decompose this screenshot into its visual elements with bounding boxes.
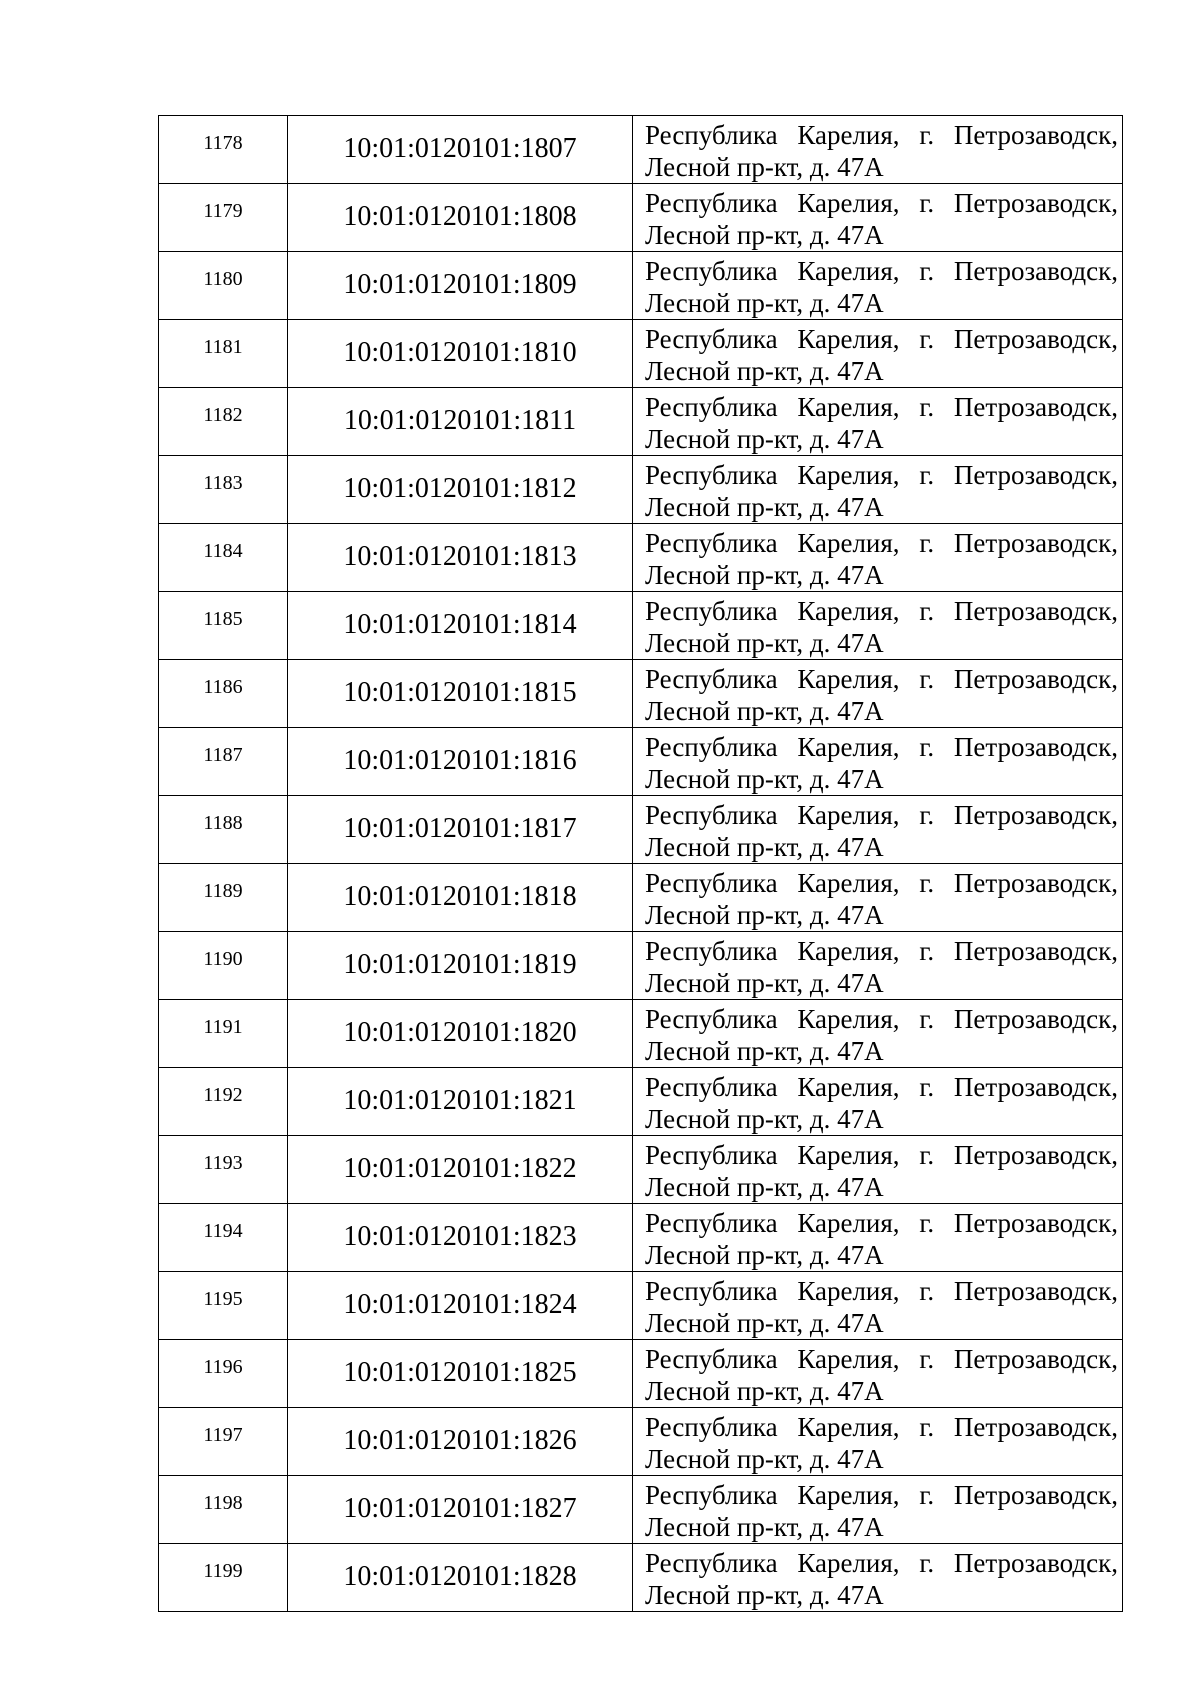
table-row bbox=[159, 252, 1123, 320]
table-row bbox=[159, 864, 1123, 932]
address-line-1: Республика Карелия, г. Петрозаводск, bbox=[645, 188, 1118, 218]
address-line-2: Лесной пр-кт, д. 47А bbox=[645, 832, 884, 862]
table-row bbox=[159, 116, 1123, 184]
row-number-cell: 1196 bbox=[159, 1340, 288, 1408]
table-row bbox=[159, 1476, 1123, 1544]
cadastral-number-cell: 10:01:0120101:1822 bbox=[288, 1136, 633, 1204]
cadastral-number-cell: 10:01:0120101:1812 bbox=[288, 456, 633, 524]
row-number-cell: 1188 bbox=[159, 796, 288, 864]
row-number-cell: 1184 bbox=[159, 524, 288, 592]
address-line-2: Лесной пр-кт, д. 47А bbox=[645, 1512, 884, 1542]
row-number-cell: 1181 bbox=[159, 320, 288, 388]
cadastral-number-cell: 10:01:0120101:1827 bbox=[288, 1476, 633, 1544]
row-number-cell: 1191 bbox=[159, 1000, 288, 1068]
address-line-1: Республика Карелия, г. Петрозаводск, bbox=[645, 1140, 1118, 1170]
cadastral-number-cell: 10:01:0120101:1818 bbox=[288, 864, 633, 932]
address-line-1: Республика Карелия, г. Петрозаводск, bbox=[645, 256, 1118, 286]
cadastral-number-cell: 10:01:0120101:1808 bbox=[288, 184, 633, 252]
row-number-cell: 1189 bbox=[159, 864, 288, 932]
address-cell bbox=[633, 252, 1123, 320]
table-row bbox=[159, 388, 1123, 456]
address-line-1: Республика Карелия, г. Петрозаводск, bbox=[645, 732, 1118, 762]
address-cell bbox=[633, 1136, 1123, 1204]
cadastral-number-cell: 10:01:0120101:1825 bbox=[288, 1340, 633, 1408]
address-line-1: Республика Карелия, г. Петрозаводск, bbox=[645, 664, 1118, 694]
address-line-2: Лесной пр-кт, д. 47А bbox=[645, 1104, 884, 1134]
address-cell bbox=[633, 1544, 1123, 1612]
table-row bbox=[159, 728, 1123, 796]
address-line-2: Лесной пр-кт, д. 47А bbox=[645, 560, 884, 590]
address-cell bbox=[633, 1340, 1123, 1408]
table-row bbox=[159, 1204, 1123, 1272]
table-row bbox=[159, 660, 1123, 728]
address-line-1: Республика Карелия, г. Петрозаводск, bbox=[645, 324, 1118, 354]
address-cell bbox=[633, 1204, 1123, 1272]
address-line-1: Республика Карелия, г. Петрозаводск, bbox=[645, 868, 1118, 898]
table-row bbox=[159, 1340, 1123, 1408]
address-cell bbox=[633, 116, 1123, 184]
row-number-cell: 1183 bbox=[159, 456, 288, 524]
cadastral-number-cell: 10:01:0120101:1807 bbox=[288, 116, 633, 184]
cadastral-number-cell: 10:01:0120101:1824 bbox=[288, 1272, 633, 1340]
address-cell bbox=[633, 184, 1123, 252]
table-row bbox=[159, 796, 1123, 864]
table-row bbox=[159, 456, 1123, 524]
address-cell bbox=[633, 1476, 1123, 1544]
row-number-cell: 1193 bbox=[159, 1136, 288, 1204]
table-body bbox=[159, 116, 1123, 1612]
row-number-cell: 1179 bbox=[159, 184, 288, 252]
address-line-1: Республика Карелия, г. Петрозаводск, bbox=[645, 120, 1118, 150]
address-line-2: Лесной пр-кт, д. 47А bbox=[645, 1172, 884, 1202]
row-number-cell: 1195 bbox=[159, 1272, 288, 1340]
address-line-2: Лесной пр-кт, д. 47А bbox=[645, 152, 884, 182]
row-number-cell: 1197 bbox=[159, 1408, 288, 1476]
row-number-cell: 1199 bbox=[159, 1544, 288, 1612]
address-line-1: Республика Карелия, г. Петрозаводск, bbox=[645, 800, 1118, 830]
address-cell bbox=[633, 1068, 1123, 1136]
address-cell bbox=[633, 660, 1123, 728]
row-number-cell: 1186 bbox=[159, 660, 288, 728]
cadastral-number-cell: 10:01:0120101:1809 bbox=[288, 252, 633, 320]
cadastral-number-cell: 10:01:0120101:1810 bbox=[288, 320, 633, 388]
cadastral-number-cell: 10:01:0120101:1815 bbox=[288, 660, 633, 728]
address-line-2: Лесной пр-кт, д. 47А bbox=[645, 1580, 884, 1610]
address-cell bbox=[633, 1272, 1123, 1340]
table-row bbox=[159, 1408, 1123, 1476]
table-row bbox=[159, 592, 1123, 660]
address-cell bbox=[633, 728, 1123, 796]
address-line-1: Республика Карелия, г. Петрозаводск, bbox=[645, 1412, 1118, 1442]
row-number-cell: 1192 bbox=[159, 1068, 288, 1136]
cadastral-number-cell: 10:01:0120101:1813 bbox=[288, 524, 633, 592]
address-line-2: Лесной пр-кт, д. 47А bbox=[645, 1308, 884, 1338]
table-row bbox=[159, 320, 1123, 388]
address-line-1: Республика Карелия, г. Петрозаводск, bbox=[645, 1276, 1118, 1306]
address-cell bbox=[633, 320, 1123, 388]
cadastral-number-cell: 10:01:0120101:1819 bbox=[288, 932, 633, 1000]
address-line-2: Лесной пр-кт, д. 47А bbox=[645, 1240, 884, 1270]
table-row bbox=[159, 184, 1123, 252]
address-cell bbox=[633, 456, 1123, 524]
cadastral-number-cell: 10:01:0120101:1816 bbox=[288, 728, 633, 796]
cadastral-number-cell: 10:01:0120101:1828 bbox=[288, 1544, 633, 1612]
address-line-1: Республика Карелия, г. Петрозаводск, bbox=[645, 460, 1118, 490]
address-cell bbox=[633, 1408, 1123, 1476]
address-cell bbox=[633, 1000, 1123, 1068]
address-line-2: Лесной пр-кт, д. 47А bbox=[645, 628, 884, 658]
address-line-2: Лесной пр-кт, д. 47А bbox=[645, 288, 884, 318]
table-row bbox=[159, 932, 1123, 1000]
address-line-1: Республика Карелия, г. Петрозаводск, bbox=[645, 936, 1118, 966]
row-number-cell: 1178 bbox=[159, 116, 288, 184]
address-line-1: Республика Карелия, г. Петрозаводск, bbox=[645, 1072, 1118, 1102]
address-line-2: Лесной пр-кт, д. 47А bbox=[645, 220, 884, 250]
cadastral-number-cell: 10:01:0120101:1821 bbox=[288, 1068, 633, 1136]
address-cell bbox=[633, 796, 1123, 864]
address-line-2: Лесной пр-кт, д. 47А bbox=[645, 492, 884, 522]
address-line-2: Лесной пр-кт, д. 47А bbox=[645, 900, 884, 930]
address-line-1: Республика Карелия, г. Петрозаводск, bbox=[645, 528, 1118, 558]
cadastral-number-cell: 10:01:0120101:1817 bbox=[288, 796, 633, 864]
address-line-1: Республика Карелия, г. Петрозаводск, bbox=[645, 392, 1118, 422]
address-line-2: Лесной пр-кт, д. 47А bbox=[645, 968, 884, 998]
table-row bbox=[159, 1000, 1123, 1068]
table-row bbox=[159, 1544, 1123, 1612]
cadastral-number-cell: 10:01:0120101:1823 bbox=[288, 1204, 633, 1272]
table-row bbox=[159, 1068, 1123, 1136]
address-cell bbox=[633, 592, 1123, 660]
row-number-cell: 1185 bbox=[159, 592, 288, 660]
address-line-1: Республика Карелия, г. Петрозаводск, bbox=[645, 596, 1118, 626]
row-number-cell: 1190 bbox=[159, 932, 288, 1000]
cadastral-number-cell: 10:01:0120101:1820 bbox=[288, 1000, 633, 1068]
cadastral-number-cell: 10:01:0120101:1826 bbox=[288, 1408, 633, 1476]
table-row bbox=[159, 1272, 1123, 1340]
address-line-1: Республика Карелия, г. Петрозаводск, bbox=[645, 1480, 1118, 1510]
row-number-cell: 1182 bbox=[159, 388, 288, 456]
address-cell bbox=[633, 524, 1123, 592]
row-number-cell: 1194 bbox=[159, 1204, 288, 1272]
address-line-1: Республика Карелия, г. Петрозаводск, bbox=[645, 1004, 1118, 1034]
address-line-2: Лесной пр-кт, д. 47А bbox=[645, 696, 884, 726]
address-cell bbox=[633, 388, 1123, 456]
row-number-cell: 1198 bbox=[159, 1476, 288, 1544]
table-row bbox=[159, 1136, 1123, 1204]
address-line-2: Лесной пр-кт, д. 47А bbox=[645, 1036, 884, 1066]
address-line-2: Лесной пр-кт, д. 47А bbox=[645, 356, 884, 386]
cadastral-number-cell: 10:01:0120101:1814 bbox=[288, 592, 633, 660]
address-line-2: Лесной пр-кт, д. 47А bbox=[645, 764, 884, 794]
address-line-2: Лесной пр-кт, д. 47А bbox=[645, 1376, 884, 1406]
cadastral-number-cell: 10:01:0120101:1811 bbox=[288, 388, 633, 456]
address-line-2: Лесной пр-кт, д. 47А bbox=[645, 1444, 884, 1474]
address-line-1: Республика Карелия, г. Петрозаводск, bbox=[645, 1208, 1118, 1238]
address-line-2: Лесной пр-кт, д. 47А bbox=[645, 424, 884, 454]
cadastral-table bbox=[158, 115, 1123, 1612]
address-cell bbox=[633, 864, 1123, 932]
address-line-1: Республика Карелия, г. Петрозаводск, bbox=[645, 1548, 1118, 1578]
row-number-cell: 1180 bbox=[159, 252, 288, 320]
address-line-1: Республика Карелия, г. Петрозаводск, bbox=[645, 1344, 1118, 1374]
address-cell bbox=[633, 932, 1123, 1000]
row-number-cell: 1187 bbox=[159, 728, 288, 796]
table-row bbox=[159, 524, 1123, 592]
